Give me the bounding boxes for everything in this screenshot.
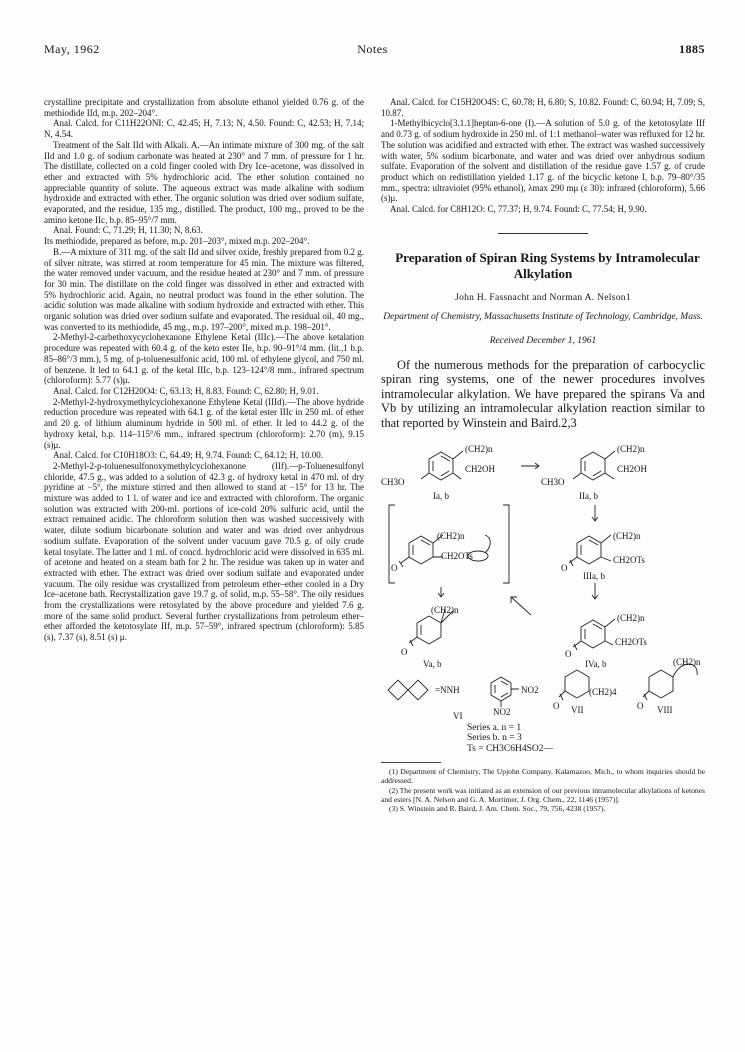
paragraph: B.—A mixture of 311 mg. of the salt IId and silver oxide, freshly prepared from 0.2 g. of silver nitrate, was stirred at room temperature for 45 min. The mixture was filtered, the water removed under vacuum, and the residue heated at 230° and 7 mm. of pressure for 30 min. The distillate on the cold finger was dissolved in ether and extracted with 5% hydrochloric acid. Again, no neutral product was found in the ether solution. The acidic solution was made alkaline with sodium hydroxide and extracted with ether. This organic solution was dried over sodium sulfate and evaporated. The residual oil, 40 mg., was converted to its methiodide, 45 mg., m.p. 197–200°, mixed m.p. 198–201°. xyxy=(44,246,364,332)
compound-Ia-label: Ia, b xyxy=(433,490,449,501)
nitro-label: NO2 xyxy=(521,684,539,695)
footnote-3: (3) S. Winstein and R. Baird, J. Am. Chem. Soc., 79, 756, 4238 (1957). xyxy=(389,803,606,813)
right-column xyxy=(381,97,705,813)
running-header-date: May, 1962 xyxy=(44,42,100,56)
footnotes xyxy=(381,767,705,813)
ch2ots-label: CH2OTs xyxy=(615,636,647,647)
oxygen-label: O xyxy=(391,562,398,573)
nitro-label: NO2 xyxy=(493,706,511,717)
paragraph: Treatment of the Salt IId with Alkali. A.—An intimate mixture of 300 mg. of the salt IId and 1.0 g. of sodium carbonate was heated at 230° and 7 mm. of pressure for 1 hr. The distillate, collected on a cold finger cooled with Dry Ice–acetone, was dissolved in ether and extracted with 5% hydrochloric acid. The ether solution contained no appreciable quantity of solute. The aqueous extract was made alkaline with sodium hydroxide and extracted with ether. The organic solution was dried over sodium sulfate, evaporated, and the residue, 135 mg., distilled. The product, 100 mg., proved to be the amino ketone IIc, b.p. 85–95°/7 mm. xyxy=(44,139,364,225)
ch2n-label: (CH2)n xyxy=(617,443,645,454)
article-affiliation: Department of Chemistry, Massachusetts Institute of Technology, Cambridge, Mass. xyxy=(383,312,703,323)
article-body xyxy=(381,358,705,431)
paragraph: 2-Methyl-2-p-toluenesulfonoxymethylcyclohexanone (IIf).—p-Toluenesulfonyl chloride, 47.5 g., was added to a solution of 42.3 g. of hydroxy ketal in 470 ml. of dry pyridine at −5°, the mixture stirred and then allowed to stand at −15° for 13 hr. The mixture was added to 1 l. of water and ice and extracted with chloroform. The organic solution was extracted with 200-ml. portions of ice-cold 20% sulfuric acid, until the extract remained acidic. The chloroform solution then was washed successively with water, dilute sodium bicarbonate solution and water and was dried over anhydrous sodium sulfate. Evaporation of the solvent under vacuum gave 70.5 g. of oily crude ketal tosylate. The latter and 1 ml. of concd. hydrochloric acid were dissolved in 635 ml. of acetone and heated on a steam bath for 2 hr. The residue was taken up in water and extracted with ether. The extract was dried over sodium sulfate and evaporated under vacuum. The oily residue was crystallized from petroleum ether–ether cooled in a Dry Ice–acetone bath. Recrystallization gave 19.7 g. of solid, m.p. 55–58°. The oily residues from the crystallizations were retosylated by the above procedure and yielded 7.6 g. more of the same solid product. Several further crystallizations from petroleum ether–ether afforded the ketotosylate IIf, m.p. 57–59°, infrared spectrum (chloroform): 5.85 (s), 7.37 (s), 8.51 (s) μ. xyxy=(44,460,364,643)
ch2n-label: (CH2)n xyxy=(465,443,493,454)
paragraph: Anal. Calcd. for C8H12O: C, 77.37; H, 9.74. Found: C, 77.54; H, 9.90. xyxy=(390,204,647,215)
paragraph: Of the numerous methods for the preparation of carbocyclic spiran ring systems, one of the newer procedures involves intramolecular alkylation. We have prepared the spirans Va and Vb by utilizing an intramolecular alkylation reaction similar to that reported by Winstein and Baird.2,3 xyxy=(381,357,705,431)
page-number: 1885 xyxy=(679,42,705,56)
paragraph: Anal. Calcd. for C11H22ONI: C, 42.45; H, 7.13; N, 4.50. Found: C, 42.53; H, 7.14; N, 4.54. xyxy=(44,118,364,140)
oxygen-label: O xyxy=(553,700,560,711)
footnote-1: (1) Department of Chemistry, The Upjohn Company, Kalamazoo, Mich., to whom inquiries should be addressed. xyxy=(381,767,705,786)
ketone-ring-VII xyxy=(565,670,589,698)
section-divider xyxy=(498,233,588,234)
ch2-4-label: (CH2)4 xyxy=(589,686,617,697)
paragraph: 2-Methyl-2-carbethoxycyclohexanone Ethylene Ketal (IIIc).—The above ketalation procedure was repeated with 60.4 g. of the keto ester IIe, b.p. 90–91°/4 mm. (lit.,1 b.p. 85–86°/3 mm.), 5 mg. of p-toluenesulfonic acid, 100 ml. of ethylene glycol, and 750 ml. of benzene. It led to 64.1 g. of the ketal IIIc, b.p. 123–124°/8 mm., infrared spectrum (chloroform): 5.77 (s)μ. xyxy=(44,332,364,386)
oxygen-label: O xyxy=(561,562,568,573)
article-title: Preparation of Spiran Ring Systems by Intramolecular Alkylation xyxy=(395,249,700,281)
series-b: Series b. n = 3 xyxy=(467,733,522,744)
series-legend xyxy=(467,723,705,755)
ch3o-label: CH3O xyxy=(541,476,565,487)
compound-VII-label: VII xyxy=(571,704,584,715)
paragraph: Anal. Calcd. for C10H18O3: C, 64.49; H, 9.74. Found: C, 64.12; H, 10.00. xyxy=(53,450,323,461)
ch2n-label: (CH2)n xyxy=(437,530,465,541)
article-authors: John H. Fassnacht and Norman A. Nelson1 xyxy=(455,292,631,303)
left-column xyxy=(44,97,364,643)
compound-IIa-label: IIa, b xyxy=(579,490,598,501)
compound-VIII-label: VIII xyxy=(657,704,673,715)
compound-VI-label: VI xyxy=(453,710,463,721)
paragraph: Anal. Found: C, 71.29; H, 11.30; N, 8.63. xyxy=(53,225,203,236)
compound-IVa-label: IVa, b xyxy=(585,658,607,669)
series-a: Series a. n = 1 xyxy=(467,722,522,733)
ch3o-label: CH3O xyxy=(381,476,405,487)
ch2oh-label: CH2OH xyxy=(617,463,648,474)
oxygen-label: O xyxy=(565,648,572,659)
running-header-section: Notes xyxy=(357,42,388,56)
oxygen-label: O xyxy=(637,700,644,711)
footnote-rule xyxy=(381,762,441,763)
ch2n-label: (CH2)n xyxy=(617,612,645,623)
paragraph: Anal. Calcd. for C12H20O4: C, 63.13; H, 8.83. Found: C, 62.80; H, 9.01. xyxy=(53,385,319,396)
compound-Va-label: Va, b xyxy=(423,658,442,669)
ch2-ots-label: CH2OTs xyxy=(441,550,473,561)
paragraph: Anal. Calcd. for C15H20O4S: C, 60.78; H, 6.80; S, 10.82. Found: C, 60.94; H, 7.09; S, 10.87. xyxy=(381,97,705,118)
ch2n-label: (CH2)n xyxy=(613,530,641,541)
footnote-2: (2) The present work was initiated as an extension of our previous intramolecular alkylations of ketones and esters [N. A. Nelson and G. A. Mortimer, J. Org. Chem., 22, 1146 (1957)]. xyxy=(381,785,705,804)
reaction-scheme xyxy=(381,439,705,721)
oxygen-label: O xyxy=(401,646,408,657)
ch2n-label: (CH2)n xyxy=(673,656,701,667)
ch2ots-label: CH2OTs xyxy=(613,554,645,565)
compound-IIIa-label: IIIa, b xyxy=(583,570,605,581)
received-date: Received December 1, 1961 xyxy=(489,335,597,346)
paragraph: 2-Methyl-2-hydroxymethylcyclohexanone Ethylene Ketal (IIId).—The above hydride reduction procedure was repeated with 64.1 g. of the ketal ester IIIc in 250 ml. of ether and 20 g. of lithium aluminum hydride in 500 ml. of ether. It led to 44.2 g. of the hydroxy ketal, b.p. 114–115°/6 mm., infrared spectrum (chloroform): 2.70 (m), 9.15 (s)μ. xyxy=(44,396,364,450)
paragraph: 1-Methylbicyclo[3.1.1]heptan-6-one (I).—A solution of 5.0 g. of the ketotosylate IIf and 0.73 g. of sodium hydroxide in 250 ml. of 1:1 methanol–water was refluxed for 12 hr. The solution was acidified and extracted with ether. The extract was washed successively with water, 5% sodium bicarbonate, and water and was dried over anhydrous sodium sulfate. Evaporation of the solvent and distillation of the residue gave 1.57 g. of crude product which on redistillation yielded 1.17 g. of the bicyclic ketone I, b.p. 79–80°/35 mm., spectra: ultraviolet (95% ethanol), λmax 290 mμ (ε 30): infrared (chloroform), 5.66 (s)μ. xyxy=(381,118,705,204)
ch2oh-label: CH2OH xyxy=(465,463,496,474)
ch2n-label: (CH2)n xyxy=(431,604,459,615)
hydrazone-label: =NNH xyxy=(435,684,460,695)
tosyl-definition: Ts = CH3C6H4SO2— xyxy=(467,743,553,754)
ketone-ring-VIII xyxy=(649,670,673,698)
paragraph: Its methiodide, prepared as before, m.p. 201–203°, mixed m.p. 202–204°. xyxy=(44,236,310,247)
paragraph: crystalline precipitate and crystallization from absolute ethanol yielded 0.76 g. of the methiodide IId, m.p. 202–204°. xyxy=(44,97,364,118)
